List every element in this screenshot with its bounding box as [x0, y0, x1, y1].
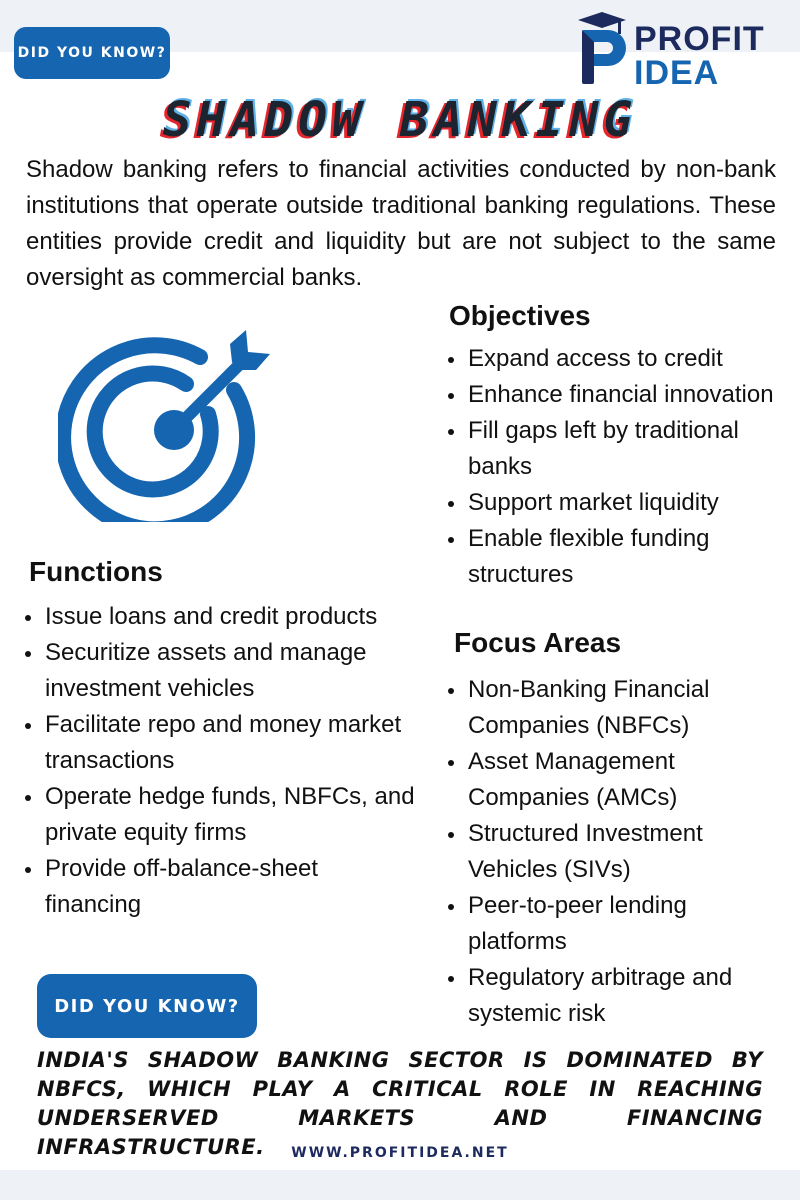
function-item: Issue loans and credit products — [25, 599, 415, 635]
target-arrow-icon — [58, 322, 278, 522]
focus-area-item: Peer-to-peer lending platforms — [448, 888, 778, 960]
focus-areas-list — [448, 672, 778, 1032]
did-you-know-badge-bottom: DID YOU KNOW? — [37, 974, 257, 1038]
bottom-band — [0, 1170, 800, 1200]
fact-text: INDIA'S SHADOW BANKING SECTOR IS DOMINATED BY NBFCS, WHICH PLAY A CRITICAL ROLE IN REACHING UNDERSERVED MARKETS AND FINANCING INFRASTRUCTURE. — [37, 1048, 763, 1159]
function-item: Operate hedge funds, NBFCs, and private equity firms — [25, 779, 415, 851]
functions-list — [25, 599, 415, 923]
focus-area-item: Regulatory arbitrage and systemic risk — [448, 960, 778, 1032]
objectives-list — [448, 341, 778, 593]
objectives-heading: Objectives — [449, 300, 591, 331]
function-item: Securitize assets and manage investment vehicles — [25, 635, 415, 707]
profit-idea-logo — [570, 12, 792, 92]
logo-text-profit: PROFIT — [634, 20, 765, 58]
function-item: Provide off-balance-sheet financing — [25, 851, 415, 923]
objective-item: Enhance financial innovation — [448, 377, 778, 413]
focus-area-item: Structured Investment Vehicles (SIVs) — [448, 816, 778, 888]
logo-text-idea: IDEA — [634, 54, 720, 92]
focus-area-item: Non-Banking Financial Companies (NBFCs) — [448, 672, 778, 744]
objective-item: Enable flexible funding structures — [448, 521, 778, 593]
objective-item: Expand access to credit — [448, 341, 778, 377]
website-link[interactable]: WWW.PROFITIDEA.NET — [291, 1145, 509, 1161]
function-item: Facilitate repo and money market transactions — [25, 707, 415, 779]
focus-area-item: Asset Management Companies (AMCs) — [448, 744, 778, 816]
intro-paragraph: Shadow banking refers to financial activities conducted by non-bank institutions that operate outside traditional banking regulations. These entities provide credit and liquidity but are not subject to the same oversight as commercial banks. — [26, 156, 776, 291]
focus-areas-heading: Focus Areas — [454, 627, 622, 658]
graduation-cap-logo-icon — [570, 12, 630, 88]
objective-item: Fill gaps left by traditional banks — [448, 413, 778, 485]
did-you-know-badge-top: DID YOU KNOW? — [14, 27, 170, 79]
objective-item: Support market liquidity — [448, 485, 778, 521]
functions-heading: Functions — [29, 556, 163, 587]
page-title: SHADOW BANKING — [162, 92, 638, 148]
